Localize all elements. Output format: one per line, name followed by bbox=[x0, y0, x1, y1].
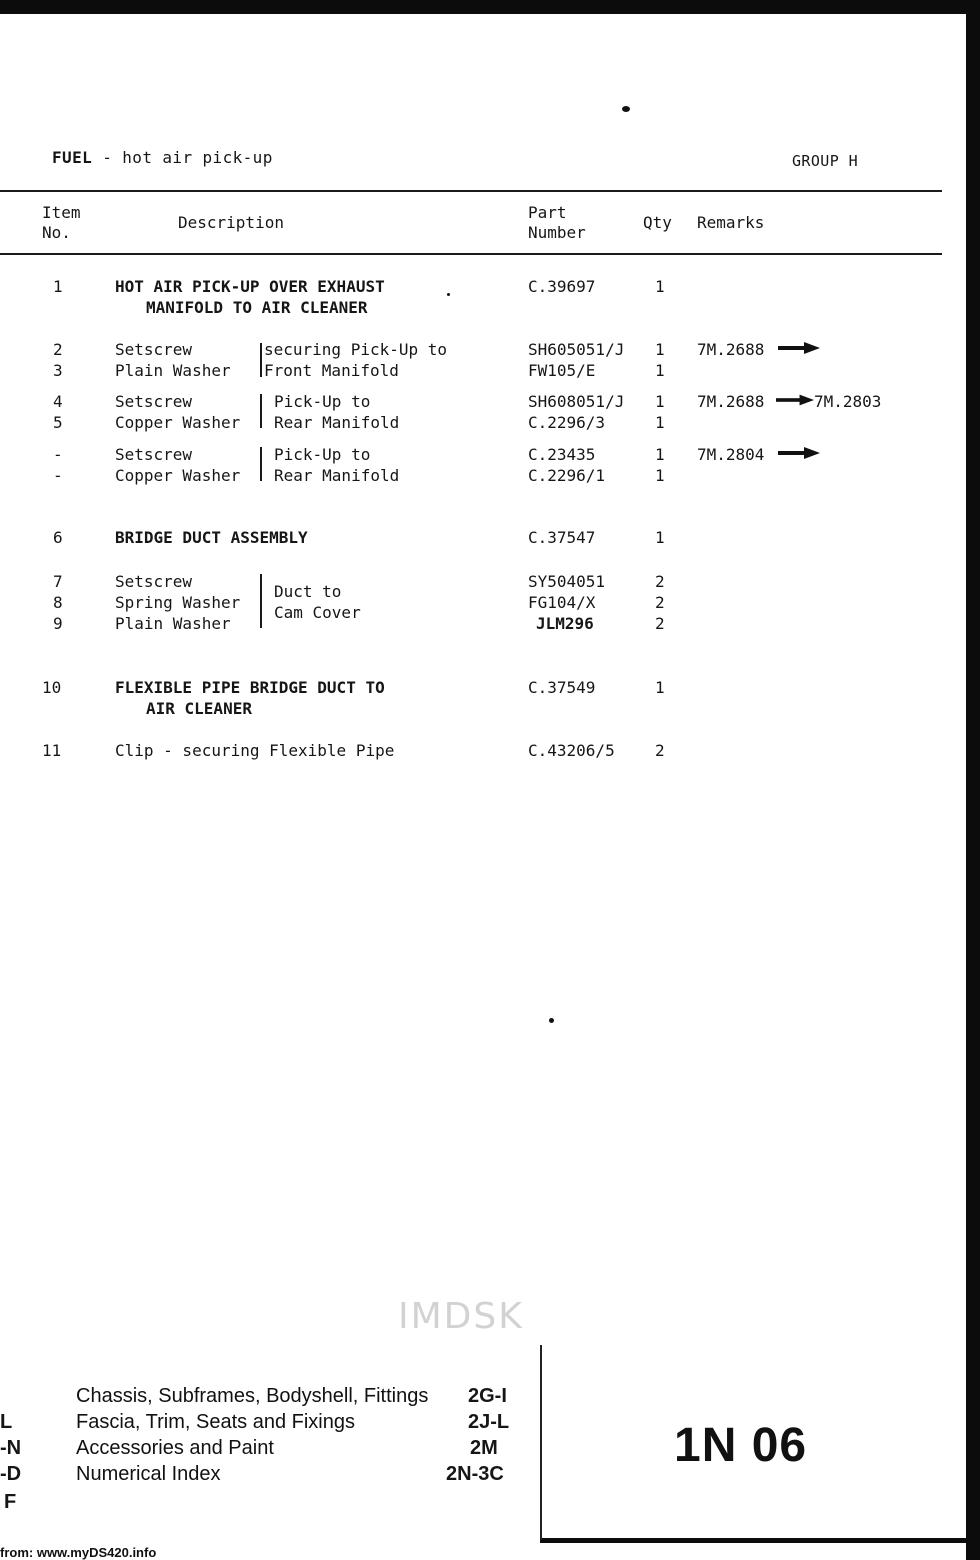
bracket-line bbox=[260, 394, 262, 428]
item-description-cont: MANIFOLD TO AIR CLEANER bbox=[146, 298, 368, 317]
part-number: C.23435 bbox=[528, 445, 596, 464]
item-description: Setscrew bbox=[115, 340, 193, 359]
remark-to: 7M.2803 bbox=[814, 392, 882, 411]
scan-speck bbox=[549, 1018, 554, 1023]
item-description: Setscrew bbox=[115, 392, 193, 411]
col-qty: Qty bbox=[643, 213, 672, 232]
footer-edge-letter: F bbox=[4, 1491, 17, 1513]
part-number: FW105/E bbox=[528, 361, 596, 380]
footer-edge-letter: L bbox=[0, 1411, 13, 1433]
item-number: 7 bbox=[53, 572, 63, 591]
item-number: 8 bbox=[53, 593, 63, 612]
item-number: - bbox=[53, 445, 63, 464]
quantity: 2 bbox=[655, 614, 665, 633]
header-rule-bottom bbox=[0, 253, 942, 255]
footer-index-code: 2G-I bbox=[468, 1385, 507, 1407]
part-number: C.37549 bbox=[528, 678, 596, 697]
col-item bbox=[42, 203, 81, 243]
footer-index-label: Accessories and Paint bbox=[76, 1437, 274, 1459]
item-description: BRIDGE DUCT ASSEMBLY bbox=[115, 528, 308, 547]
bracket-note-line1: securing Pick-Up to bbox=[264, 340, 448, 359]
quantity: 2 bbox=[655, 741, 665, 760]
item-number: 10 bbox=[42, 678, 62, 697]
quantity: 1 bbox=[655, 445, 665, 464]
bracket-note-line1: Duct to bbox=[274, 582, 342, 601]
bracket-note-line2: Rear Manifold bbox=[274, 466, 400, 485]
part-number: C.2296/1 bbox=[528, 466, 606, 485]
item-description: Plain Washer bbox=[115, 614, 231, 633]
col-part-number bbox=[528, 203, 586, 243]
quantity: 1 bbox=[655, 340, 665, 359]
col-part-line1: Part bbox=[528, 203, 567, 222]
right-border bbox=[966, 0, 980, 1560]
footer-index-code: 2N-3C bbox=[446, 1463, 504, 1485]
bracket-line bbox=[260, 574, 262, 628]
item-number: 4 bbox=[53, 392, 63, 411]
item-number: 3 bbox=[53, 361, 63, 380]
item-description: Setscrew bbox=[115, 445, 193, 464]
part-number: C.37547 bbox=[528, 528, 596, 547]
col-item-line2: No. bbox=[42, 223, 71, 242]
footer-edge-letter: -N bbox=[0, 1437, 22, 1459]
bracket-note-line2: Cam Cover bbox=[274, 603, 361, 622]
footer-index-label: Chassis, Subframes, Bodyshell, Fittings bbox=[76, 1385, 429, 1407]
part-number: JLM296 bbox=[536, 614, 594, 633]
item-number: 5 bbox=[53, 413, 63, 432]
bottom-border bbox=[540, 1538, 968, 1543]
col-remarks: Remarks bbox=[697, 213, 765, 232]
quantity: 1 bbox=[655, 528, 665, 547]
item-description: Clip - securing Flexible Pipe bbox=[115, 741, 395, 760]
bracket-line bbox=[260, 447, 262, 481]
group-label: GROUP H bbox=[792, 152, 859, 170]
item-description: Plain Washer bbox=[115, 361, 231, 380]
scan-speck bbox=[622, 106, 630, 112]
col-description: Description bbox=[178, 213, 284, 232]
fiche-number: 1N 06 bbox=[674, 1419, 808, 1472]
page-title bbox=[52, 148, 273, 167]
faint-stamp: IMDSK bbox=[398, 1296, 524, 1337]
item-number: 2 bbox=[53, 340, 63, 359]
quantity: 2 bbox=[655, 572, 665, 591]
scan-speck bbox=[447, 293, 450, 296]
item-description: Copper Washer bbox=[115, 466, 241, 485]
bracket-note-line2: Rear Manifold bbox=[274, 413, 400, 432]
part-number: SH605051/J bbox=[528, 340, 625, 359]
section-name: FUEL bbox=[52, 148, 93, 167]
item-number: 11 bbox=[42, 741, 62, 760]
arrow-right-icon bbox=[778, 447, 820, 459]
footer-index-label: Fascia, Trim, Seats and Fixings bbox=[76, 1411, 355, 1433]
arrow-right-icon bbox=[778, 342, 820, 354]
quantity: 1 bbox=[655, 413, 665, 432]
item-description: Setscrew bbox=[115, 572, 193, 591]
part-number: C.2296/3 bbox=[528, 413, 606, 432]
item-number: 1 bbox=[53, 277, 63, 296]
item-description: HOT AIR PICK-UP OVER EXHAUST bbox=[115, 277, 385, 296]
quantity: 1 bbox=[655, 361, 665, 380]
section-subtitle: - hot air pick-up bbox=[102, 148, 273, 167]
remark: 7M.2688 bbox=[697, 340, 765, 359]
footer-edge-letter: -D bbox=[0, 1463, 22, 1485]
footer-index-code: 2J-L bbox=[468, 1411, 510, 1433]
bracket-note-line1: Pick-Up to bbox=[274, 445, 371, 464]
item-number: 9 bbox=[53, 614, 63, 633]
remark: 7M.2688 bbox=[697, 392, 765, 411]
item-description: FLEXIBLE PIPE BRIDGE DUCT TO bbox=[115, 678, 385, 697]
header-rule-top bbox=[0, 190, 942, 192]
footer-index-label: Numerical Index bbox=[76, 1463, 221, 1485]
part-number: FG104/X bbox=[528, 593, 596, 612]
col-item-line1: Item bbox=[42, 203, 81, 222]
part-number: C.39697 bbox=[528, 277, 596, 296]
footer-divider bbox=[540, 1345, 542, 1540]
part-number: SH608051/J bbox=[528, 392, 625, 411]
arrow-right-icon bbox=[776, 394, 814, 406]
bracket-line bbox=[260, 343, 262, 377]
item-description: Copper Washer bbox=[115, 413, 241, 432]
item-description: Spring Washer bbox=[115, 593, 241, 612]
item-description-cont: AIR CLEANER bbox=[146, 699, 252, 718]
remark: 7M.2804 bbox=[697, 445, 765, 464]
col-part-line2: Number bbox=[528, 223, 586, 242]
top-border bbox=[0, 0, 980, 14]
bracket-note-line1: Pick-Up to bbox=[274, 392, 371, 411]
quantity: 1 bbox=[655, 277, 665, 296]
part-number: SY504051 bbox=[528, 572, 606, 591]
item-number: - bbox=[53, 466, 63, 485]
quantity: 1 bbox=[655, 466, 665, 485]
part-number: C.43206/5 bbox=[528, 741, 615, 760]
footer-index-code: 2M bbox=[470, 1437, 498, 1459]
bracket-note-line2: Front Manifold bbox=[264, 361, 399, 380]
quantity: 1 bbox=[655, 678, 665, 697]
item-number: 6 bbox=[53, 528, 63, 547]
source-watermark: from: www.myDS420.info bbox=[0, 1545, 157, 1560]
quantity: 1 bbox=[655, 392, 665, 411]
quantity: 2 bbox=[655, 593, 665, 612]
